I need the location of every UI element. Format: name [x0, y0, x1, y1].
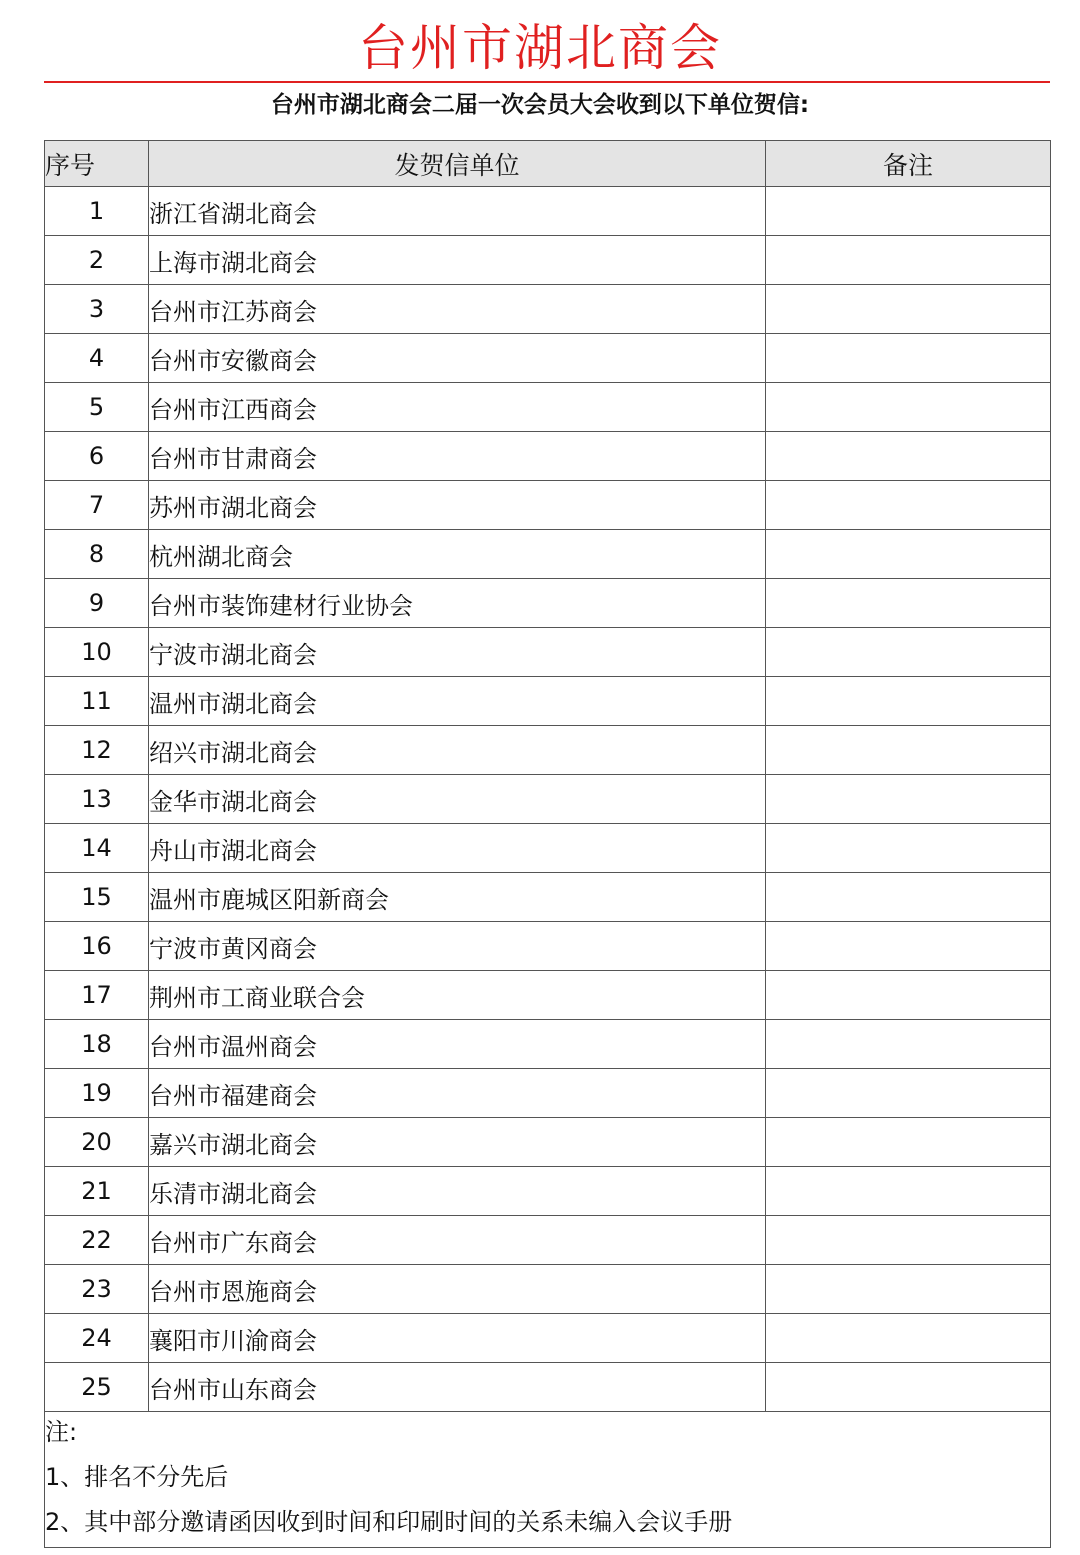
row-remark-cell	[766, 187, 1051, 236]
row-unit-cell: 温州市湖北商会	[149, 677, 766, 726]
row-remark-cell	[766, 1020, 1051, 1069]
row-seq-cell: 23	[45, 1265, 149, 1314]
table-row	[45, 432, 1051, 481]
row-unit-cell: 金华市湖北商会	[149, 775, 766, 824]
row-seq-cell: 1	[45, 187, 149, 236]
row-seq-cell: 24	[45, 1314, 149, 1363]
table-row	[45, 677, 1051, 726]
row-unit-cell: 上海市湖北商会	[149, 236, 766, 285]
table-row	[45, 1265, 1051, 1314]
row-unit-cell: 台州市装饰建材行业协会	[149, 579, 766, 628]
row-remark-cell	[766, 1265, 1051, 1314]
row-seq-cell: 4	[45, 334, 149, 383]
table-row	[45, 383, 1051, 432]
row-seq-cell: 19	[45, 1069, 149, 1118]
row-remark-cell	[766, 481, 1051, 530]
table-body	[45, 187, 1051, 1412]
row-remark-cell	[766, 1069, 1051, 1118]
row-remark-cell	[766, 530, 1051, 579]
table-row	[45, 824, 1051, 873]
row-seq-cell: 9	[45, 579, 149, 628]
row-remark-cell	[766, 1167, 1051, 1216]
row-seq-cell: 7	[45, 481, 149, 530]
table-row	[45, 285, 1051, 334]
table-row	[45, 579, 1051, 628]
row-remark-cell	[766, 1118, 1051, 1167]
row-remark-cell	[766, 579, 1051, 628]
document-title: 台州市湖北商会	[358, 19, 722, 77]
row-unit-cell: 台州市江苏商会	[149, 285, 766, 334]
note-item-2: 2、其中部分邀请函因收到时间和印刷时间的关系未编入会议手册	[45, 1508, 733, 1536]
row-unit-cell: 荆州市工商业联合会	[149, 971, 766, 1020]
row-remark-cell	[766, 236, 1051, 285]
row-unit-cell: 襄阳市川渝商会	[149, 1314, 766, 1363]
row-seq-cell: 18	[45, 1020, 149, 1069]
table-row	[45, 1216, 1051, 1265]
notes-row	[45, 1412, 1051, 1548]
column-header-unit: 发贺信单位	[149, 141, 766, 187]
row-unit-cell: 嘉兴市湖北商会	[149, 1118, 766, 1167]
row-seq-cell: 22	[45, 1216, 149, 1265]
row-seq-cell: 25	[45, 1363, 149, 1412]
table-row	[45, 1069, 1051, 1118]
row-unit-cell: 舟山市湖北商会	[149, 824, 766, 873]
row-unit-cell: 台州市福建商会	[149, 1069, 766, 1118]
row-seq-cell: 10	[45, 628, 149, 677]
row-unit-cell: 台州市安徽商会	[149, 334, 766, 383]
column-header-seq: 序号	[45, 141, 149, 187]
table-row	[45, 1020, 1051, 1069]
row-seq-cell: 8	[45, 530, 149, 579]
row-seq-cell: 16	[45, 922, 149, 971]
row-unit-cell: 台州市山东商会	[149, 1363, 766, 1412]
row-unit-cell: 绍兴市湖北商会	[149, 726, 766, 775]
table-row	[45, 1363, 1051, 1412]
row-remark-cell	[766, 775, 1051, 824]
table-row	[45, 236, 1051, 285]
row-seq-cell: 3	[45, 285, 149, 334]
row-unit-cell: 台州市江西商会	[149, 383, 766, 432]
row-remark-cell	[766, 1216, 1051, 1265]
row-seq-cell: 5	[45, 383, 149, 432]
table-row	[45, 922, 1051, 971]
row-remark-cell	[766, 285, 1051, 334]
table-row	[45, 873, 1051, 922]
table-header-row	[45, 141, 1051, 187]
row-remark-cell	[766, 334, 1051, 383]
row-seq-cell: 14	[45, 824, 149, 873]
row-unit-cell: 台州市甘肃商会	[149, 432, 766, 481]
table-row	[45, 530, 1051, 579]
row-remark-cell	[766, 677, 1051, 726]
row-unit-cell: 杭州湖北商会	[149, 530, 766, 579]
row-remark-cell	[766, 726, 1051, 775]
row-remark-cell	[766, 824, 1051, 873]
row-remark-cell	[766, 873, 1051, 922]
row-unit-cell: 宁波市黄冈商会	[149, 922, 766, 971]
row-seq-cell: 20	[45, 1118, 149, 1167]
row-unit-cell: 台州市恩施商会	[149, 1265, 766, 1314]
row-remark-cell	[766, 628, 1051, 677]
table-row	[45, 1314, 1051, 1363]
table-row	[45, 334, 1051, 383]
row-remark-cell	[766, 971, 1051, 1020]
table-row	[45, 1118, 1051, 1167]
row-remark-cell	[766, 1314, 1051, 1363]
row-seq-cell: 17	[45, 971, 149, 1020]
row-remark-cell	[766, 383, 1051, 432]
title-divider	[44, 81, 1050, 83]
row-remark-cell	[766, 922, 1051, 971]
row-seq-cell: 6	[45, 432, 149, 481]
table-row	[45, 187, 1051, 236]
row-seq-cell: 15	[45, 873, 149, 922]
row-seq-cell: 12	[45, 726, 149, 775]
row-unit-cell: 浙江省湖北商会	[149, 187, 766, 236]
table-row	[45, 628, 1051, 677]
table-row	[45, 1167, 1051, 1216]
row-seq-cell: 21	[45, 1167, 149, 1216]
document-subtitle: 台州市湖北商会二届一次会员大会收到以下单位贺信:	[270, 92, 810, 118]
table-row	[45, 775, 1051, 824]
row-unit-cell: 乐清市湖北商会	[149, 1167, 766, 1216]
row-remark-cell	[766, 1363, 1051, 1412]
row-unit-cell: 宁波市湖北商会	[149, 628, 766, 677]
row-unit-cell: 台州市广东商会	[149, 1216, 766, 1265]
row-seq-cell: 13	[45, 775, 149, 824]
column-header-remark: 备注	[766, 141, 1051, 187]
row-seq-cell: 2	[45, 236, 149, 285]
notes-heading: 注:	[45, 1418, 78, 1446]
notes-cell	[45, 1412, 1051, 1548]
row-unit-cell: 苏州市湖北商会	[149, 481, 766, 530]
congratulation-letters-table	[44, 140, 1051, 1548]
row-seq-cell: 11	[45, 677, 149, 726]
table-row	[45, 971, 1051, 1020]
table-row	[45, 481, 1051, 530]
table-row	[45, 726, 1051, 775]
row-unit-cell: 台州市温州商会	[149, 1020, 766, 1069]
row-unit-cell: 温州市鹿城区阳新商会	[149, 873, 766, 922]
note-item-1: 1、排名不分先后	[45, 1463, 229, 1491]
row-remark-cell	[766, 432, 1051, 481]
